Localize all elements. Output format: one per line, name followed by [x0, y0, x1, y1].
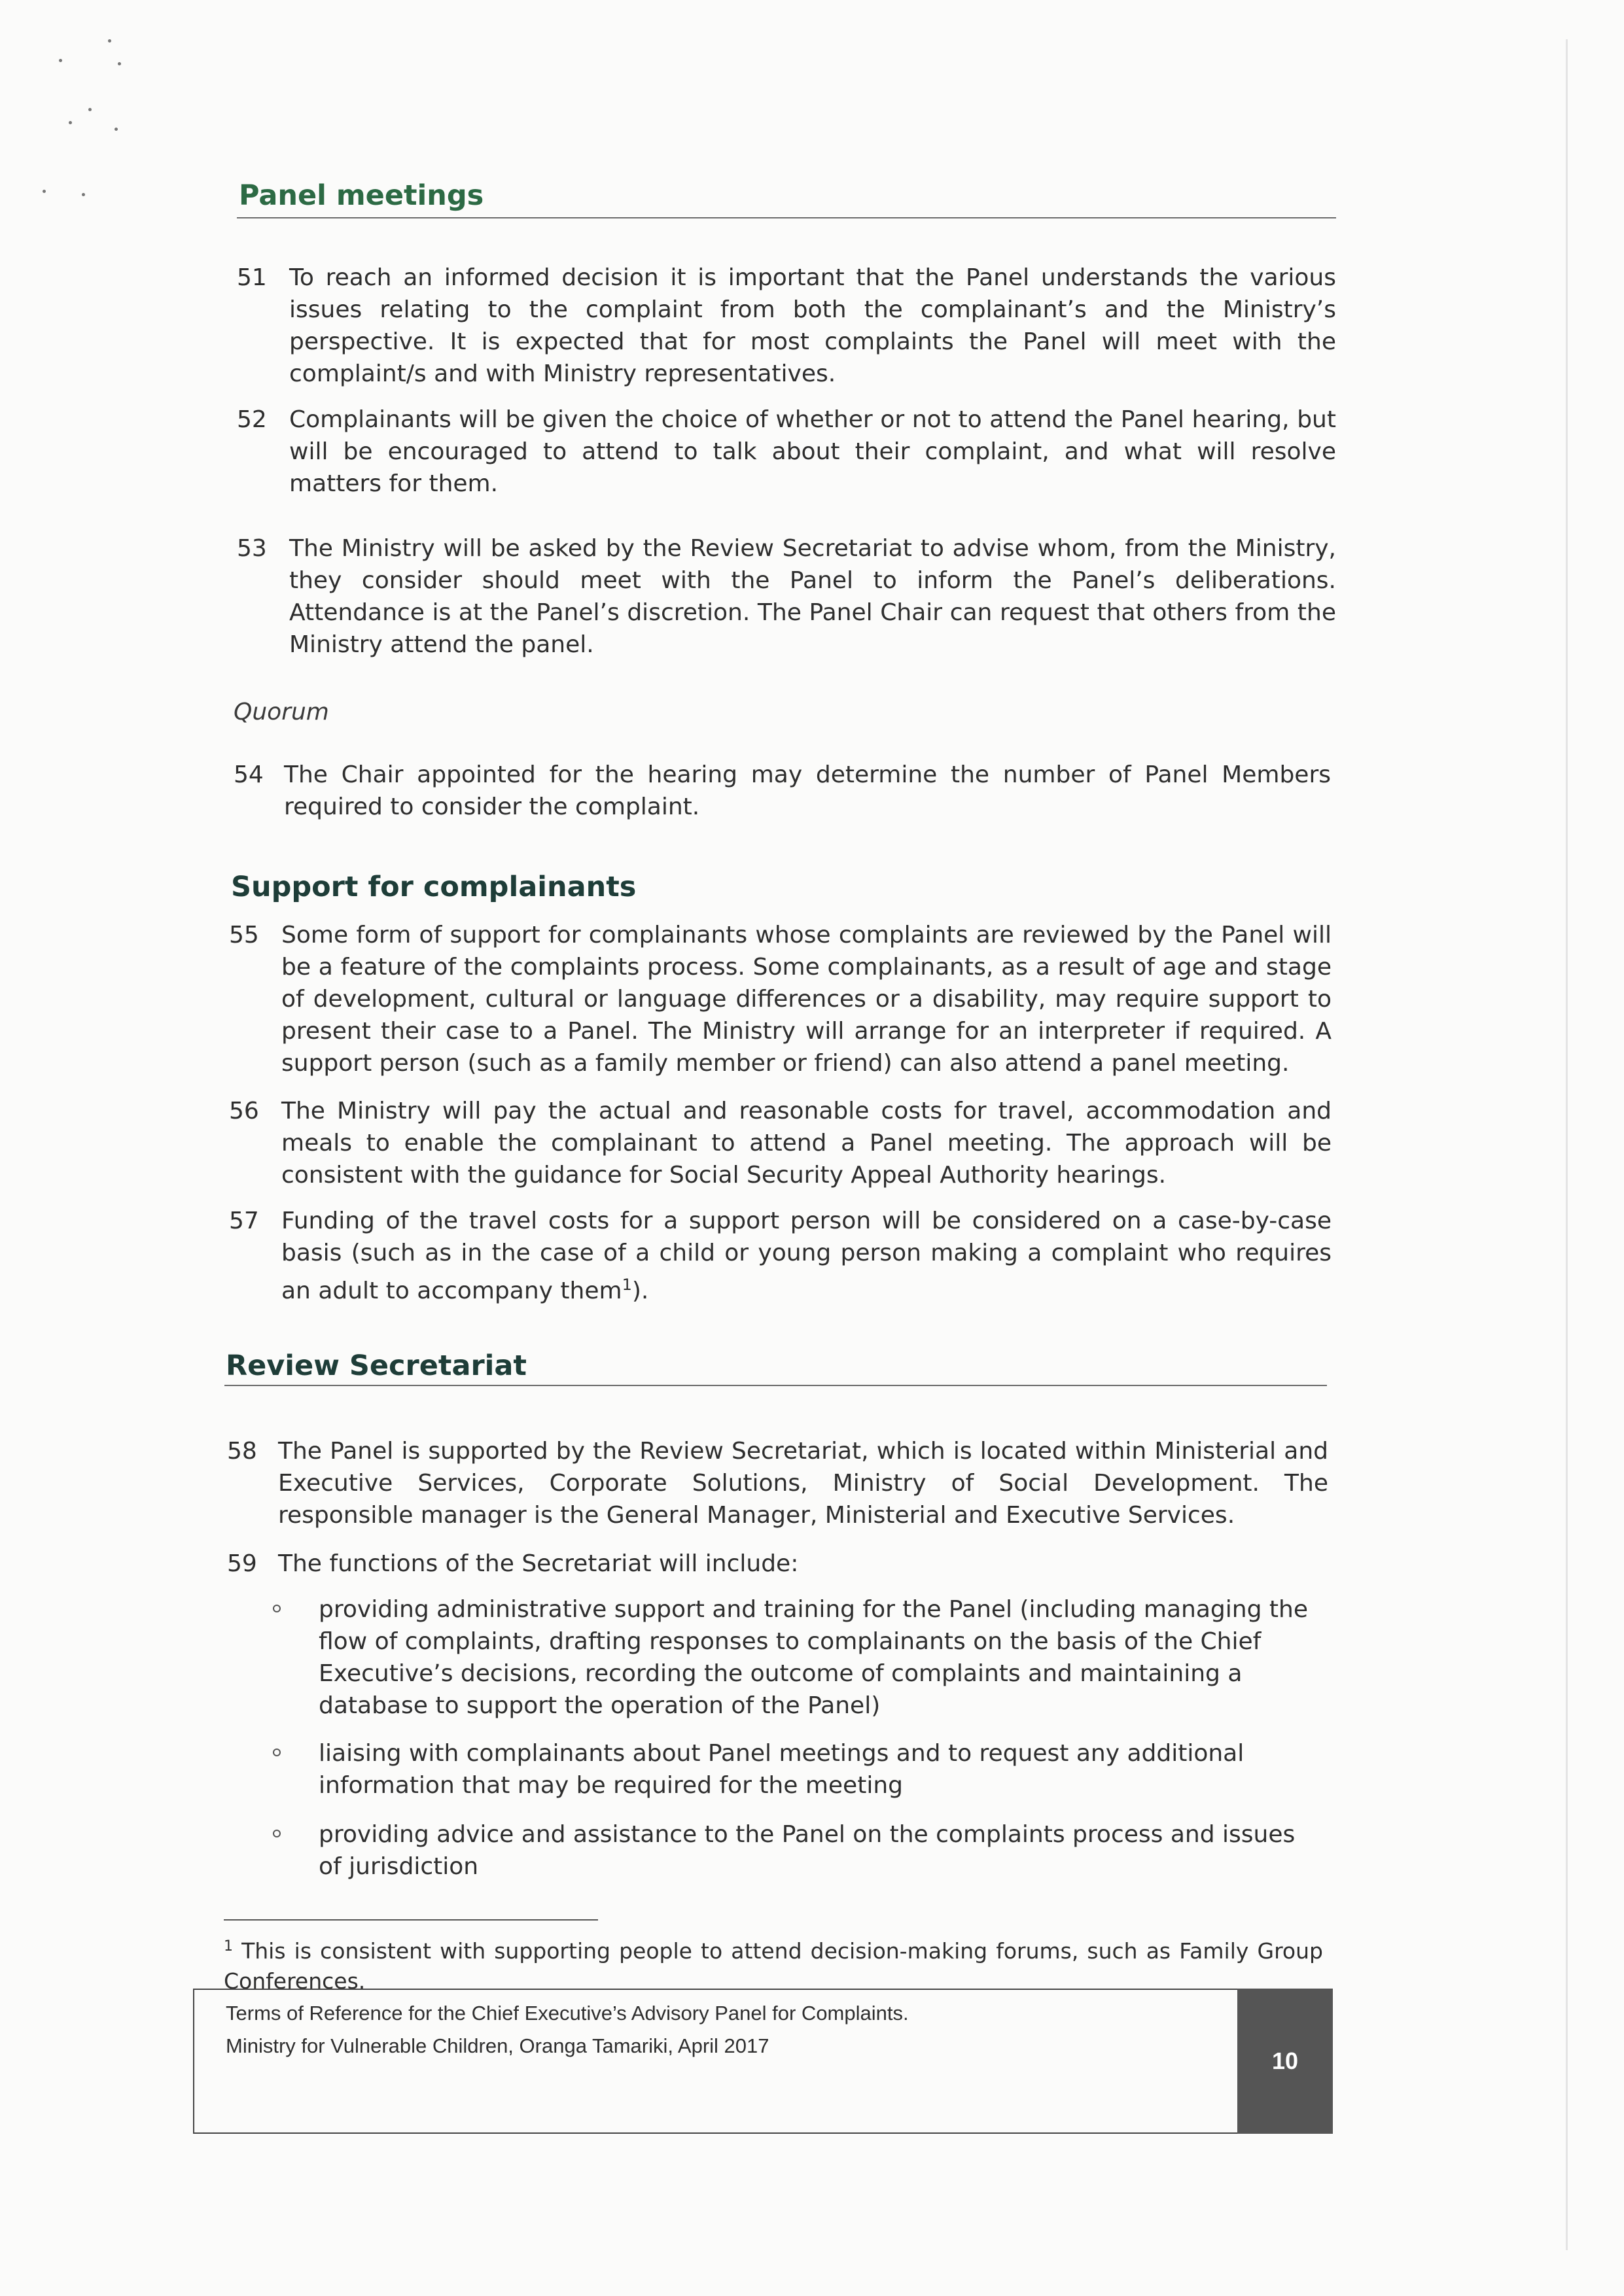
page-number-box [1237, 1989, 1333, 2134]
paragraph-text [281, 1205, 1332, 1307]
bullet-icon [273, 1830, 281, 1837]
heading-rule [224, 1385, 1327, 1386]
footnote [224, 1932, 1323, 1996]
heading-review-secretariat: Review Secretariat [226, 1349, 527, 1382]
paragraph-56 [229, 1095, 1335, 1193]
footer-organisation-date: Ministry for Vulnerable Children, Oranga Tamariki, April 2017 [226, 2034, 769, 2057]
paragraph-text: The functions of the Secretariat will include: [278, 1550, 799, 1577]
bullet-item [273, 1737, 1333, 1803]
bullet-text: liaising with complainants about Panel meetings and to request any additional information that may be required for the meeting [319, 1740, 1244, 1799]
paragraph-52 [237, 404, 1336, 502]
paragraph-59 [227, 1548, 1333, 1580]
bullet-text: providing administrative support and training for the Panel (including managing the flow of complaints, drafting responses to complainants on the basis of the Chief Executive’s decisions, recording the outcome of complaints and maintaining a database to support the operation of the Panel) [319, 1596, 1308, 1719]
paragraph-text: The Ministry will pay the actual and reasonable costs for travel, accommodation and meals to enable the complainant to attend a Panel meeting. The approach will be consistent with the guidance for Social Security Appeal Authority hearings. [281, 1098, 1332, 1189]
footnote-text: This is consistent with supporting people to attend decision-making forums, such as Family Group Conferences. [224, 1938, 1323, 1994]
paragraph-number: 51 [237, 264, 267, 291]
paragraph-55 [229, 919, 1335, 1083]
paragraph-text: The Panel is supported by the Review Secretariat, which is located within Ministerial and Executive Services, Corporate Solutions, Ministry of Social Development. The responsible manager is the General Manager, Ministerial and Executive Services. [278, 1438, 1328, 1529]
page-number: 10 [1271, 2047, 1299, 2074]
paragraph-number: 55 [229, 922, 259, 948]
subheading-quorum: Quorum [234, 699, 329, 725]
paragraph-number: 57 [229, 1208, 259, 1234]
footer-document-title: Terms of Reference for the Chief Executive’s Advisory Panel for Complaints. [226, 2002, 909, 2025]
paragraph-text: To reach an informed decision it is important that the Panel understands the various issues relating to the complaint from both the complainant’s and the Ministry’s perspective. It is expected that for most complaints the Panel will meet with the complaint/s and with Ministry representatives. [289, 264, 1336, 387]
paragraph-text: Some form of support for complainants whose complaints are reviewed by the Panel will be a feature of the complaints process. Some complainants, as a result of age and stage of development, cultural or language differences or a disability, may require support to present their case to a Panel. The Ministry will arrange for an interpreter if required. A support person (such as a family member or friend) can also attend a panel meeting. [281, 922, 1332, 1077]
paragraph-text-main: Funding of the travel costs for a support person will be considered on a case-by-case basis (such as in the case of a child or young person making a complaint who requires an adult to accompany them [281, 1208, 1332, 1304]
heading-support-for-complainants: Support for complainants [231, 871, 637, 903]
paragraph-text: The Ministry will be asked by the Review Secretariat to advise whom, from the Ministry, they consider should meet with the Panel to inform the Panel’s deliberations. Attendance is at the Panel’s discretion. The Panel Chair can request that others from the Ministry attend the panel. [289, 535, 1336, 658]
speck [69, 121, 72, 124]
speck [43, 190, 46, 193]
heading-panel-meetings: Panel meetings [239, 179, 484, 212]
paragraph-number: 52 [237, 406, 267, 433]
paragraph-number: 53 [237, 535, 267, 562]
speck [115, 128, 118, 131]
paragraph-53 [237, 532, 1336, 663]
bullet-icon [273, 1605, 281, 1612]
heading-rule [237, 217, 1336, 218]
speck [82, 193, 85, 196]
paragraph-57 [229, 1205, 1335, 1303]
footnote-marker: 1 [224, 1938, 233, 1955]
bullet-text: providing advice and assistance to the Panel on the complaints process and issues of jurisdiction [319, 1821, 1296, 1880]
paragraph-51 [237, 262, 1336, 392]
paragraph-number: 59 [227, 1550, 257, 1577]
paragraph-number: 58 [227, 1438, 257, 1465]
scan-specks [33, 26, 131, 222]
paragraph-text: The Chair appointed for the hearing may determine the number of Panel Members required to consider the complaint. [284, 761, 1331, 820]
paragraph-number: 54 [234, 761, 264, 788]
paragraph-text-end: ). [631, 1278, 649, 1304]
speck [118, 62, 121, 65]
paragraph-number: 56 [229, 1098, 259, 1124]
speck [108, 39, 111, 43]
footnote-reference: 1 [622, 1276, 632, 1294]
bullet-item [273, 1593, 1333, 1724]
paragraph-text: Complainants will be given the choice of whether or not to attend the Panel hearing, but will be encouraged to attend to talk about their complaint, and what will resolve matters for them. [289, 406, 1336, 497]
speck [88, 108, 92, 111]
page-edge [1566, 39, 1568, 2250]
speck [59, 59, 62, 62]
paragraph-58 [227, 1435, 1333, 1533]
paragraph-54 [234, 759, 1333, 824]
bullet-icon [273, 1748, 281, 1756]
footnote-separator [224, 1919, 598, 1921]
bullet-item [273, 1818, 1333, 1884]
